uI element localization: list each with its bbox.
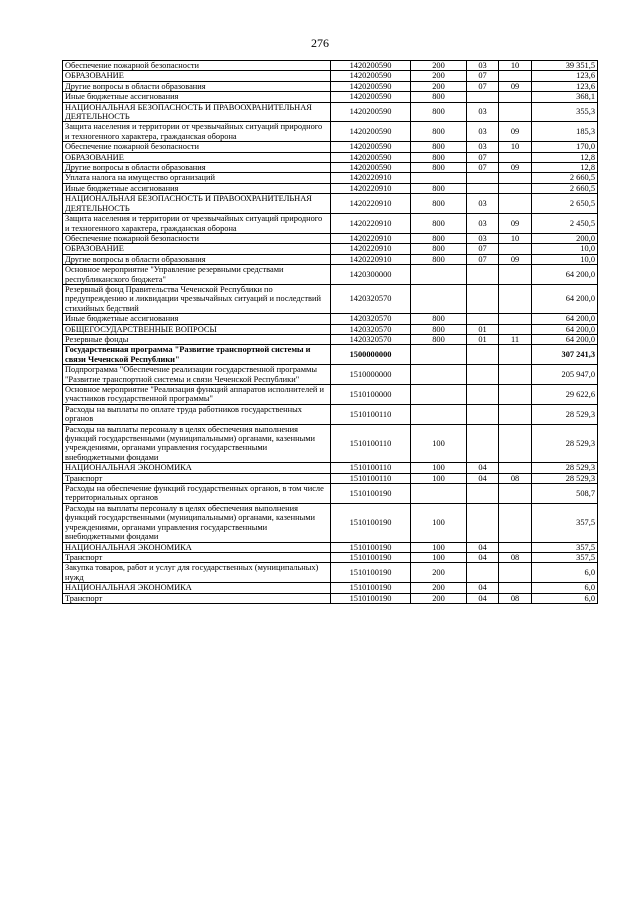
amount-cell: 200,0 bbox=[532, 233, 598, 243]
row-name-cell: Уплата налога на имущество организаций bbox=[63, 173, 331, 183]
amount-cell: 28 529,3 bbox=[532, 404, 598, 424]
amount-cell: 123,6 bbox=[532, 81, 598, 91]
section-cell: 03 bbox=[467, 102, 499, 122]
target-article-cell: 1510100110 bbox=[331, 463, 411, 473]
amount-cell: 205 947,0 bbox=[532, 365, 598, 385]
table-row bbox=[63, 552, 598, 562]
expense-type-cell bbox=[411, 173, 467, 183]
subsection-cell bbox=[499, 345, 532, 365]
section-cell bbox=[467, 503, 499, 542]
subsection-cell: 09 bbox=[499, 122, 532, 142]
section-cell: 04 bbox=[467, 593, 499, 603]
target-article-cell: 1420220910 bbox=[331, 183, 411, 193]
table-row bbox=[63, 214, 598, 234]
expense-type-cell bbox=[411, 284, 467, 313]
target-article-cell: 1510100190 bbox=[331, 583, 411, 593]
target-article-cell: 1510100190 bbox=[331, 503, 411, 542]
section-cell bbox=[467, 265, 499, 285]
row-name-cell: Обеспечение пожарной безопасности bbox=[63, 61, 331, 71]
table-row bbox=[63, 463, 598, 473]
target-article-cell: 1420220910 bbox=[331, 233, 411, 243]
row-name-cell: ОБРАЗОВАНИЕ bbox=[63, 244, 331, 254]
table-row bbox=[63, 102, 598, 122]
subsection-cell: 08 bbox=[499, 593, 532, 603]
amount-cell: 12,8 bbox=[532, 152, 598, 162]
row-name-cell: Резервный фонд Правительства Чеченской Республики по предупреждению и ликвидации чрезвычайных ситуаций и последствий стихийных бедствий bbox=[63, 284, 331, 313]
expense-type-cell bbox=[411, 484, 467, 504]
expense-type-cell: 800 bbox=[411, 163, 467, 173]
subsection-cell: 09 bbox=[499, 81, 532, 91]
section-cell: 03 bbox=[467, 233, 499, 243]
table-row bbox=[63, 92, 598, 102]
subsection-cell bbox=[499, 173, 532, 183]
amount-cell: 12,8 bbox=[532, 163, 598, 173]
subsection-cell: 10 bbox=[499, 61, 532, 71]
target-article-cell: 1510100190 bbox=[331, 542, 411, 552]
row-name-cell: ОБРАЗОВАНИЕ bbox=[63, 71, 331, 81]
section-cell bbox=[467, 284, 499, 313]
target-article-cell: 1420320570 bbox=[331, 324, 411, 334]
amount-cell: 368,1 bbox=[532, 92, 598, 102]
amount-cell: 64 200,0 bbox=[532, 284, 598, 313]
section-cell: 03 bbox=[467, 122, 499, 142]
table-row bbox=[63, 385, 598, 405]
amount-cell: 10,0 bbox=[532, 244, 598, 254]
table-row bbox=[63, 314, 598, 324]
expense-type-cell: 800 bbox=[411, 314, 467, 324]
expense-type-cell: 100 bbox=[411, 473, 467, 483]
subsection-cell bbox=[499, 463, 532, 473]
amount-cell: 2 450,5 bbox=[532, 214, 598, 234]
row-name-cell: Транспорт bbox=[63, 473, 331, 483]
table-row bbox=[63, 173, 598, 183]
target-article-cell: 1510000000 bbox=[331, 365, 411, 385]
row-name-cell: Расходы на выплаты по оплате труда работников государственных органов bbox=[63, 404, 331, 424]
section-cell: 07 bbox=[467, 254, 499, 264]
subsection-cell bbox=[499, 183, 532, 193]
target-article-cell: 1420320570 bbox=[331, 334, 411, 344]
expense-type-cell: 800 bbox=[411, 183, 467, 193]
table-row bbox=[63, 334, 598, 344]
table-row bbox=[63, 81, 598, 91]
subsection-cell bbox=[499, 152, 532, 162]
section-cell bbox=[467, 385, 499, 405]
expense-type-cell: 100 bbox=[411, 424, 467, 463]
amount-cell: 170,0 bbox=[532, 142, 598, 152]
row-name-cell: Транспорт bbox=[63, 552, 331, 562]
subsection-cell bbox=[499, 385, 532, 405]
table-row bbox=[63, 71, 598, 81]
row-name-cell: Другие вопросы в области образования bbox=[63, 254, 331, 264]
subsection-cell bbox=[499, 424, 532, 463]
section-cell: 03 bbox=[467, 61, 499, 71]
target-article-cell: 1420200590 bbox=[331, 61, 411, 71]
expense-type-cell: 100 bbox=[411, 463, 467, 473]
table-row bbox=[63, 563, 598, 583]
section-cell: 04 bbox=[467, 473, 499, 483]
table-row bbox=[63, 593, 598, 603]
table-row bbox=[63, 473, 598, 483]
amount-cell: 2 660,5 bbox=[532, 173, 598, 183]
section-cell bbox=[467, 183, 499, 193]
target-article-cell: 1510100110 bbox=[331, 404, 411, 424]
row-name-cell: НАЦИОНАЛЬНАЯ БЕЗОПАСНОСТЬ И ПРАВООХРАНИТЕЛЬНАЯ ДЕЯТЕЛЬНОСТЬ bbox=[63, 102, 331, 122]
subsection-cell bbox=[499, 583, 532, 593]
amount-cell: 185,3 bbox=[532, 122, 598, 142]
amount-cell: 307 241,3 bbox=[532, 345, 598, 365]
row-name-cell: Транспорт bbox=[63, 593, 331, 603]
section-cell: 03 bbox=[467, 214, 499, 234]
section-cell bbox=[467, 404, 499, 424]
row-name-cell: Другие вопросы в области образования bbox=[63, 163, 331, 173]
table-row bbox=[63, 542, 598, 552]
section-cell: 04 bbox=[467, 463, 499, 473]
row-name-cell: Расходы на выплаты персоналу в целях обеспечения выполнения функций государственными (муниципальными) органами, казенными учреждениями, органами управления государственными внебюджетными фондами bbox=[63, 503, 331, 542]
table-row bbox=[63, 122, 598, 142]
table-row bbox=[63, 424, 598, 463]
target-article-cell: 1420220910 bbox=[331, 194, 411, 214]
target-article-cell: 1420200590 bbox=[331, 163, 411, 173]
subsection-cell bbox=[499, 265, 532, 285]
amount-cell: 2 650,5 bbox=[532, 194, 598, 214]
table-row bbox=[63, 265, 598, 285]
target-article-cell: 1420200590 bbox=[331, 71, 411, 81]
row-name-cell: Государственная программа "Развитие транспортной системы и связи Чеченской Республики" bbox=[63, 345, 331, 365]
amount-cell: 28 529,3 bbox=[532, 473, 598, 483]
row-name-cell: Расходы на выплаты персоналу в целях обеспечения выполнения функций государственными (муниципальными) органами, казенными учреждениями, органами управления государственными внебюджетными фондами bbox=[63, 424, 331, 463]
row-name-cell: Обеспечение пожарной безопасности bbox=[63, 142, 331, 152]
target-article-cell: 1420200590 bbox=[331, 81, 411, 91]
expense-type-cell: 100 bbox=[411, 552, 467, 562]
row-name-cell: НАЦИОНАЛЬНАЯ ЭКОНОМИКА bbox=[63, 463, 331, 473]
section-cell: 07 bbox=[467, 244, 499, 254]
target-article-cell: 1510100110 bbox=[331, 473, 411, 483]
subsection-cell bbox=[499, 404, 532, 424]
expense-type-cell: 200 bbox=[411, 61, 467, 71]
subsection-cell bbox=[499, 71, 532, 81]
row-name-cell: НАЦИОНАЛЬНАЯ БЕЗОПАСНОСТЬ И ПРАВООХРАНИТЕЛЬНАЯ ДЕЯТЕЛЬНОСТЬ bbox=[63, 194, 331, 214]
section-cell bbox=[467, 92, 499, 102]
expense-type-cell: 800 bbox=[411, 122, 467, 142]
row-name-cell: Закупка товаров, работ и услуг для государственных (муниципальных) нужд bbox=[63, 563, 331, 583]
section-cell: 03 bbox=[467, 194, 499, 214]
expense-type-cell bbox=[411, 265, 467, 285]
expense-type-cell: 100 bbox=[411, 542, 467, 552]
table-row bbox=[63, 194, 598, 214]
target-article-cell: 1420200590 bbox=[331, 142, 411, 152]
expense-type-cell bbox=[411, 404, 467, 424]
expense-type-cell: 200 bbox=[411, 71, 467, 81]
amount-cell: 39 351,5 bbox=[532, 61, 598, 71]
table-row bbox=[63, 254, 598, 264]
amount-cell: 28 529,3 bbox=[532, 463, 598, 473]
page-number: 276 bbox=[311, 36, 329, 50]
section-cell: 07 bbox=[467, 152, 499, 162]
section-cell: 04 bbox=[467, 542, 499, 552]
row-name-cell: Обеспечение пожарной безопасности bbox=[63, 233, 331, 243]
expense-type-cell: 800 bbox=[411, 233, 467, 243]
table-row bbox=[63, 404, 598, 424]
row-name-cell: Основное мероприятие "Управление резервными средствами республиканского бюджета" bbox=[63, 265, 331, 285]
table-row bbox=[63, 61, 598, 71]
row-name-cell: Другие вопросы в области образования bbox=[63, 81, 331, 91]
row-name-cell: Иные бюджетные ассигнования bbox=[63, 92, 331, 102]
subsection-cell: 09 bbox=[499, 163, 532, 173]
subsection-cell: 09 bbox=[499, 214, 532, 234]
expense-type-cell: 800 bbox=[411, 102, 467, 122]
section-cell bbox=[467, 484, 499, 504]
table-row bbox=[63, 503, 598, 542]
target-article-cell: 1510100190 bbox=[331, 484, 411, 504]
amount-cell: 357,5 bbox=[532, 542, 598, 552]
table-row bbox=[63, 163, 598, 173]
subsection-cell bbox=[499, 194, 532, 214]
expense-type-cell: 800 bbox=[411, 214, 467, 234]
target-article-cell: 1510100000 bbox=[331, 385, 411, 405]
row-name-cell: Расходы на обеспечение функций государственных органов, в том числе территориальных органов bbox=[63, 484, 331, 504]
target-article-cell: 1420320570 bbox=[331, 314, 411, 324]
expense-type-cell: 200 bbox=[411, 593, 467, 603]
target-article-cell: 1420300000 bbox=[331, 265, 411, 285]
section-cell: 04 bbox=[467, 552, 499, 562]
subsection-cell bbox=[499, 484, 532, 504]
row-name-cell: Иные бюджетные ассигнования bbox=[63, 314, 331, 324]
subsection-cell bbox=[499, 314, 532, 324]
expense-type-cell: 800 bbox=[411, 92, 467, 102]
section-cell bbox=[467, 314, 499, 324]
target-article-cell: 1420220910 bbox=[331, 173, 411, 183]
subsection-cell bbox=[499, 324, 532, 334]
expense-type-cell: 800 bbox=[411, 152, 467, 162]
table-row bbox=[63, 345, 598, 365]
amount-cell: 2 660,5 bbox=[532, 183, 598, 193]
target-article-cell: 1420200590 bbox=[331, 92, 411, 102]
amount-cell: 64 200,0 bbox=[532, 314, 598, 324]
amount-cell: 123,6 bbox=[532, 71, 598, 81]
target-article-cell: 1510100110 bbox=[331, 424, 411, 463]
amount-cell: 64 200,0 bbox=[532, 324, 598, 334]
expense-type-cell: 800 bbox=[411, 142, 467, 152]
subsection-cell: 09 bbox=[499, 254, 532, 264]
row-name-cell: ОБРАЗОВАНИЕ bbox=[63, 152, 331, 162]
amount-cell: 355,3 bbox=[532, 102, 598, 122]
expense-type-cell bbox=[411, 385, 467, 405]
expense-type-cell: 800 bbox=[411, 254, 467, 264]
target-article-cell: 1510100190 bbox=[331, 563, 411, 583]
section-cell bbox=[467, 365, 499, 385]
row-name-cell: Резервные фонды bbox=[63, 334, 331, 344]
table-row bbox=[63, 142, 598, 152]
section-cell: 07 bbox=[467, 163, 499, 173]
subsection-cell bbox=[499, 92, 532, 102]
amount-cell: 64 200,0 bbox=[532, 334, 598, 344]
section-cell: 07 bbox=[467, 71, 499, 81]
table-row bbox=[63, 365, 598, 385]
expense-type-cell: 800 bbox=[411, 324, 467, 334]
subsection-cell: 10 bbox=[499, 233, 532, 243]
amount-cell: 508,7 bbox=[532, 484, 598, 504]
row-name-cell: ОБЩЕГОСУДАРСТВЕННЫЕ ВОПРОСЫ bbox=[63, 324, 331, 334]
section-cell: 01 bbox=[467, 324, 499, 334]
target-article-cell: 1510100190 bbox=[331, 552, 411, 562]
expense-type-cell: 800 bbox=[411, 194, 467, 214]
subsection-cell: 08 bbox=[499, 473, 532, 483]
table-row bbox=[63, 233, 598, 243]
row-name-cell: Подпрограмма "Обеспечение реализации государственной программы "Развитие транспортной системы и связи Чеченской Республики" bbox=[63, 365, 331, 385]
subsection-cell: 10 bbox=[499, 142, 532, 152]
table-row bbox=[63, 183, 598, 193]
amount-cell: 6,0 bbox=[532, 583, 598, 593]
target-article-cell: 1500000000 bbox=[331, 345, 411, 365]
section-cell bbox=[467, 563, 499, 583]
target-article-cell: 1420200590 bbox=[331, 152, 411, 162]
table-row bbox=[63, 284, 598, 313]
budget-table bbox=[62, 60, 598, 604]
budget-table-body bbox=[63, 61, 598, 604]
subsection-cell bbox=[499, 284, 532, 313]
expense-type-cell bbox=[411, 365, 467, 385]
table-row bbox=[63, 152, 598, 162]
target-article-cell: 1420200590 bbox=[331, 102, 411, 122]
target-article-cell: 1420200590 bbox=[331, 122, 411, 142]
row-name-cell: НАЦИОНАЛЬНАЯ ЭКОНОМИКА bbox=[63, 542, 331, 552]
table-row bbox=[63, 484, 598, 504]
section-cell: 01 bbox=[467, 334, 499, 344]
section-cell: 03 bbox=[467, 142, 499, 152]
amount-cell: 29 622,6 bbox=[532, 385, 598, 405]
table-row bbox=[63, 583, 598, 593]
row-name-cell: Иные бюджетные ассигнования bbox=[63, 183, 331, 193]
amount-cell: 6,0 bbox=[532, 563, 598, 583]
amount-cell: 28 529,3 bbox=[532, 424, 598, 463]
row-name-cell: НАЦИОНАЛЬНАЯ ЭКОНОМИКА bbox=[63, 583, 331, 593]
expense-type-cell: 100 bbox=[411, 503, 467, 542]
amount-cell: 357,5 bbox=[532, 552, 598, 562]
subsection-cell: 08 bbox=[499, 552, 532, 562]
subsection-cell bbox=[499, 244, 532, 254]
subsection-cell bbox=[499, 102, 532, 122]
target-article-cell: 1420220910 bbox=[331, 244, 411, 254]
expense-type-cell: 200 bbox=[411, 81, 467, 91]
expense-type-cell: 200 bbox=[411, 583, 467, 593]
section-cell bbox=[467, 345, 499, 365]
table-row bbox=[63, 244, 598, 254]
expense-type-cell: 800 bbox=[411, 334, 467, 344]
table-row bbox=[63, 324, 598, 334]
target-article-cell: 1420320570 bbox=[331, 284, 411, 313]
section-cell bbox=[467, 173, 499, 183]
amount-cell: 357,5 bbox=[532, 503, 598, 542]
target-article-cell: 1420220910 bbox=[331, 214, 411, 234]
expense-type-cell bbox=[411, 345, 467, 365]
section-cell: 07 bbox=[467, 81, 499, 91]
subsection-cell bbox=[499, 542, 532, 552]
row-name-cell: Защита населения и территории от чрезвычайных ситуаций природного и техногенного характера, гражданская оборона bbox=[63, 122, 331, 142]
target-article-cell: 1510100190 bbox=[331, 593, 411, 603]
section-cell: 04 bbox=[467, 583, 499, 593]
amount-cell: 10,0 bbox=[532, 254, 598, 264]
subsection-cell bbox=[499, 563, 532, 583]
expense-type-cell: 200 bbox=[411, 563, 467, 583]
expense-type-cell: 800 bbox=[411, 244, 467, 254]
row-name-cell: Основное мероприятие "Реализация функций аппаратов исполнителей и участников государственной программы" bbox=[63, 385, 331, 405]
target-article-cell: 1420220910 bbox=[331, 254, 411, 264]
section-cell bbox=[467, 424, 499, 463]
amount-cell: 64 200,0 bbox=[532, 265, 598, 285]
subsection-cell: 11 bbox=[499, 334, 532, 344]
row-name-cell: Защита населения и территории от чрезвычайных ситуаций природного и техногенного характера, гражданская оборона bbox=[63, 214, 331, 234]
amount-cell: 6,0 bbox=[532, 593, 598, 603]
subsection-cell bbox=[499, 365, 532, 385]
subsection-cell bbox=[499, 503, 532, 542]
